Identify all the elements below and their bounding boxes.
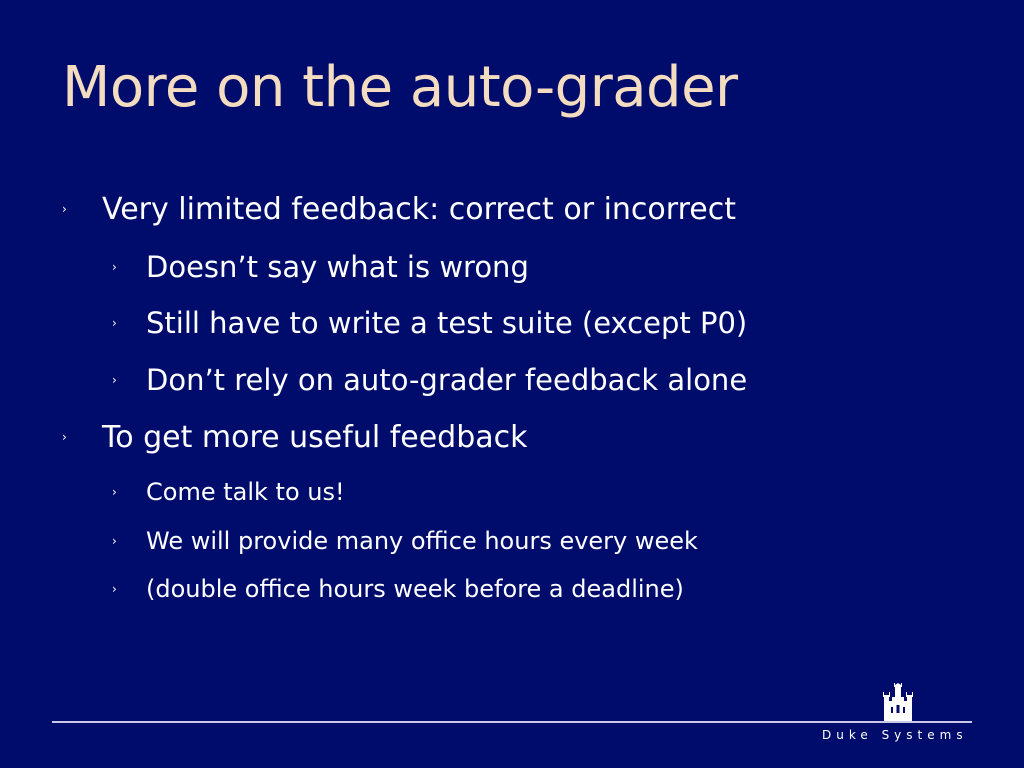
bullet-marker-icon: › (62, 430, 67, 444)
bullet-text: Come talk to us! (146, 478, 345, 506)
bullet-text: Doesn’t say what is wrong (146, 250, 529, 284)
bullet-marker-icon: › (62, 202, 67, 216)
chapel-icon (880, 683, 916, 721)
bullet-text: Very limited feedback: correct or incorrect (102, 192, 736, 227)
footer-divider (52, 721, 972, 723)
footer-brand: Duke Systems (822, 728, 968, 742)
slide-title: More on the auto-grader (62, 55, 738, 120)
bullet-text: (double office hours week before a deadline) (146, 575, 684, 603)
bullet-marker-icon: › (112, 316, 117, 330)
bullet-marker-icon: › (112, 373, 117, 387)
bullet-text: Don’t rely on auto-grader feedback alone (146, 363, 748, 397)
bullet-text: Still have to write a test suite (except P0) (146, 306, 748, 340)
bullet-marker-icon: › (112, 534, 117, 548)
bullet-marker-icon: › (112, 260, 117, 274)
bullet-text: To get more useful feedback (102, 420, 528, 455)
bullet-marker-icon: › (112, 485, 117, 499)
bullet-text: We will provide many office hours every week (146, 527, 698, 555)
bullet-marker-icon: › (112, 582, 117, 596)
